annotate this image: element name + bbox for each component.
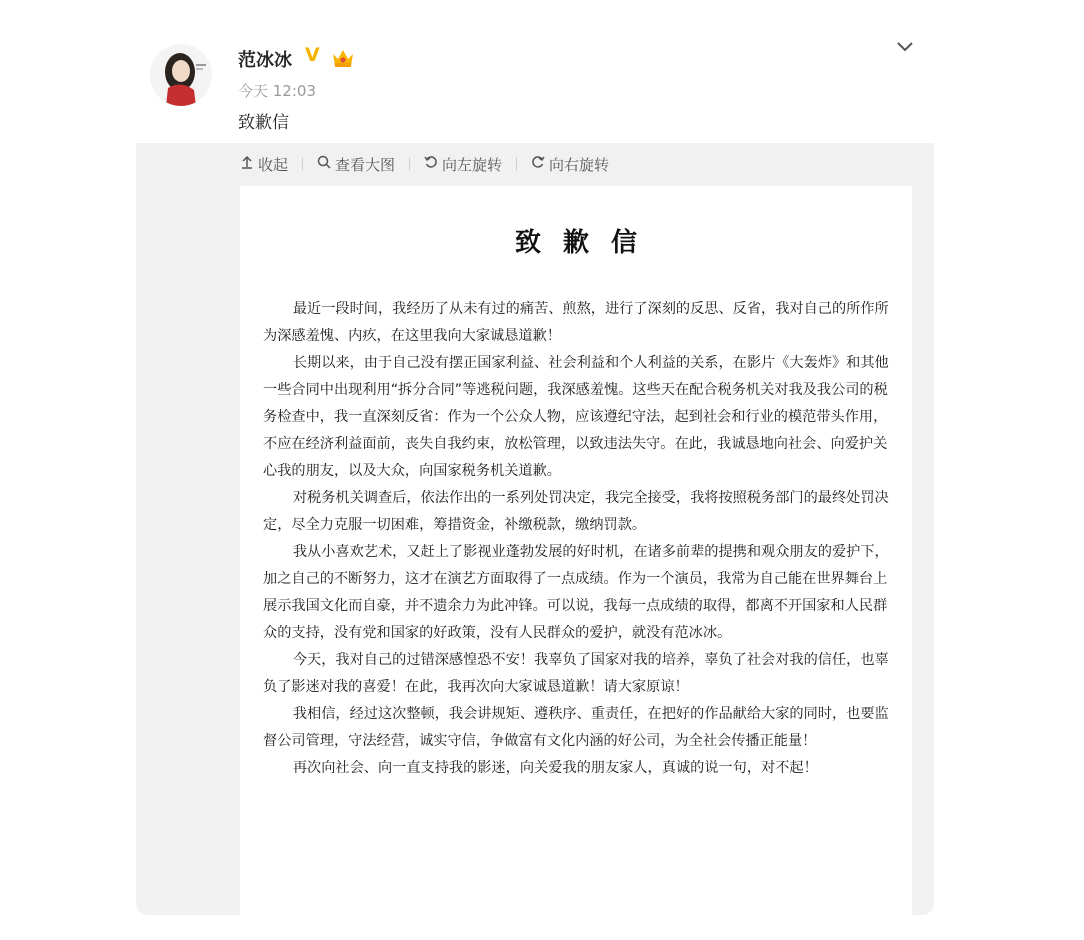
rotate-right-button[interactable] (531, 154, 609, 175)
toolbar-divider (409, 157, 410, 171)
avatar-image (150, 44, 212, 106)
post-text: 致歉信 (238, 113, 289, 133)
letter-title: 致歉信 (514, 228, 659, 258)
letter-paragraph: 对税务机关调查后，依法作出的一系列处罚决定，我完全接受，我将按照税务部门的最终处罚决定，尽全力克服一切困难，筹措资金，补缴税款，缴纳罚款。 (263, 490, 889, 533)
letter-body (263, 296, 893, 782)
letter-paragraph: 今天，我对自己的过错深感惶恐不安！我辜负了国家对我的培养，辜负了社会对我的信任，也辜负了影迷对我的喜爱！在此，我再次向大家诚恳道歉！请大家原谅！ (263, 652, 889, 695)
toolbar-divider (302, 157, 303, 171)
toolbar-divider (516, 157, 517, 171)
rotate-left-button[interactable] (424, 154, 502, 175)
letter-paragraph: 再次向社会、向一直支持我的影迷，向关爱我的朋友家人，真诚的说一句，对不起！ (292, 760, 818, 776)
arrow-up-icon (240, 155, 254, 173)
author-name[interactable]: 范冰冰 (238, 50, 292, 71)
chevron-down-icon[interactable] (892, 34, 918, 60)
verified-badge-icon: V (305, 44, 320, 66)
rotate-left-label: 向左旋转 (442, 155, 503, 174)
rotate-right-icon (531, 155, 545, 173)
collapse-label: 收起 (258, 155, 289, 174)
post-timestamp: 今天 12:03 (238, 82, 316, 100)
letter-paragraph: 最近一段时间，我经历了从未有过的痛苦、煎熬，进行了深刻的反思、反省，我对自己的所作所为深感羞愧、内疚，在这里我向大家诚恳道歉！ (263, 301, 889, 344)
magnifier-icon (317, 155, 331, 173)
image-toolbar (240, 152, 609, 176)
collapse-button[interactable] (240, 154, 288, 175)
rotate-right-label: 向右旋转 (549, 155, 610, 174)
avatar[interactable] (150, 44, 212, 106)
view-large-label: 查看大图 (335, 155, 396, 174)
letter-paragraph: 长期以来，由于自己没有摆正国家利益、社会利益和个人利益的关系，在影片《大轰炸》和其他一些合同中出现利用“拆分合同”等逃税问题，我深感羞愧。这些天在配合税务机关对我及我公司的税务检查中，我一直深刻反省：作为一个公众人物，应该遵纪守法，起到社会和行业的模范带头作用，不应在经济利益面前，丧失自我约束，放松管理，以致违法失守。在此，我诚恳地向社会、向爱护关心我的朋友，以及大众，向国家税务机关道歉。 (263, 355, 889, 479)
letter-paragraph: 我相信，经过这次整顿，我会讲规矩、遵秩序、重责任，在把好的作品献给大家的同时，也要监督公司管理，守法经营，诚实守信，争做富有文化内涵的好公司，为全社会传播正能量！ (263, 706, 889, 749)
crown-icon (330, 46, 356, 70)
rotate-left-icon (424, 155, 438, 173)
letter-paragraph: 我从小喜欢艺术，又赶上了影视业蓬勃发展的好时机，在诸多前辈的提携和观众朋友的爱护下，加之自己的不断努力，这才在演艺方面取得了一点成绩。作为一个演员，我常为自己能在世界舞台上展示我国文化而自豪，并不遗余力为此冲锋。可以说，我每一点成绩的取得，都离不开国家和人民群众的支持，没有党和国家的好政策，没有人民群众的爱护，就没有范冰冰。 (263, 544, 889, 641)
view-large-button[interactable] (317, 154, 395, 175)
